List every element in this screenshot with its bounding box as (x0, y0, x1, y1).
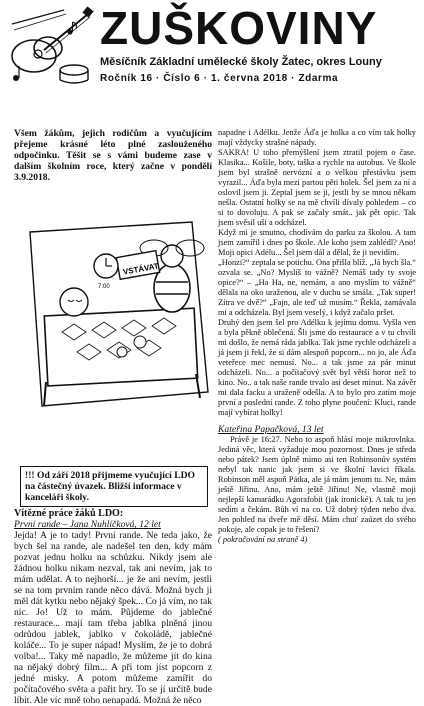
masthead (0, 0, 424, 100)
clock-text: 7:00 (98, 284, 110, 290)
first-work-text: Jejda! A je to tady! První rande. Ne teda jako, že bych šel na rande, ale nadešel ten den, kdy mám pozvat jednu holku na schůzku. Nikdy jsem ale žádnou holku nikam nezval, tak ani nevím, jak to mám udělat. A to nejhorší... je že ani nevím, jestli se na tom prvním rande něco dává. Možná bych ji měl dát kytku nebo nějaký špek... Co já vím, no tak nic. Jo! Už to mám. Půjdeme do jablečné restaurace... mají tam třeba jablka plněná jinou odrůdou jablek, jablko v čokoládě, jablečné koláče... To je super nápad! Myslím, že je to dobrá volba!... Taky mě napadlo, že můžeme jít do kina na nějaký dobrý film... A při tom jíst popcorn z jedné misky. A potom můžeme zamířit do počítačového světa a pařit hry. To se jí určitě bude líbit. Ale víc mně toho nenapadá. Možná že něco (14, 530, 212, 706)
issue-info: Ročník 16 · Číslo 6 · 1. června 2018 · Zdarma (100, 73, 339, 84)
second-work-title: Kateřina Papačková, 13 let (218, 424, 324, 435)
story-continued-text: napadne i Adélku. Jenže Áďa je holka a co vím tak holky mají vždycky strašné nápady. SAKRA! U toho přemýšlení jsem ztratil pojem o čase. Klasika... Košile, boty, taška a rychle na autobus. Ve škole jsem byl strašně nervózní a o velkou přestávku jsem vyrazil... Áďa byla mezi partou pěti holek. Šel jsem za ní a oslovil jsem ji. Zeptal jsem se ji, jestli by se mnou někam nešla. Ostatní holky se na mě chvíli dívaly pohledem – co si to dovoluju. A pak se začaly smát.. jak pět opic. Tak jsem svěsil uši a odcházel. Když mi je smutno, chodívám do parku za školou. A tam jsem zamířil i dnes po škole. Ale koho jsem zahlédl? Ano! Moji opici Adélu... Šel jsem dál a dělal, že ji nevidím. „Honzi?“ zeptala se potichu. Ona přišla blíž. „Já bych šla.“ ozvala se. „No? Myslíš to vážně? Nemáš tady ty svoje opice?“ – „Ha Ha, ne, nemám, a ano myslím to vážně“ dělala na oko uraženou, ale v duchu se smála. „Tak super! Zítra ve dvě?“ „Fajn, ale teď už musím.“ Řekla, zamávala mi a odcházela. Byl jsem veselý, i když začalo pršet. Druhý den jsem šel pro Adélku k jejímu domu. Vyšla ven a byla pěkně oblečená. Šli jsme do restaurace a v tu chvíli mi došlo, že nemá ráda jablka. Tak jsme rychle odcházeli a já jsem ji řekl, že si dám alespoň popcorn... no jo, ale Áďa veteřece mec nemusí. No... a tak jsme za pár minut odcházeli. No... a počítačový svět byl větší horor než to kino. No.. a tak naše rande trvalo asi deset minut. Na závěr mi dala facku a uraženě odešla. A to bylo pro zatím moje první a poslední rande. Z toho plyne poučení: Kluci, rande mají vybírat holky! (218, 128, 416, 417)
sign-text: VSTÁVAT (122, 261, 160, 277)
newsletter-subtitle: Měsíčník Základní umělecké školy Žatec, okres Louny (100, 56, 382, 68)
first-work-title: První rande – Jana Nuhlíčková, 12 let (14, 519, 161, 530)
right-column (218, 128, 416, 545)
job-notice-box: !!! Od září 2018 přijmeme vyučující LDO na částečný úvazek. Bližší informace v kanceláři školy. (20, 466, 208, 507)
second-work-text: Právě je 16:27. Nebo to aspoň hlásí moje mikrovlnka. Jediná věc, která vyžaduje mou pozornost. Dnes je středa nebo pátek? Jsem úplně mimo asi ten Robinsonův systém nebyl tak nanic jak jsem si ve školní lavici říkala. Robinson měl aspoň Pátka, ale já mám jenom tu. Ne, mám ještě Jiřinu. Ano, mám ještě Jiřinu! Ne, vlastně moji nejlepší kamarádku Agorafobii (jak ironické). A tak tu jen sedím a čekám. Bůh ví na co. Už dobrý týden nebo dva. Jen pohled na dveře mě děsí. Mám chuť zaúzet do svého pokoje, ale copak je to řešení? (218, 435, 416, 534)
continued-note: ( pokračování na straně 4) (218, 535, 308, 544)
music-instruments-logo (4, 4, 96, 88)
student-works-section (14, 508, 212, 706)
newsletter-title: ZUŠKOVINY (100, 2, 378, 54)
works-heading: Vítězné práce žáků LDO: (14, 508, 124, 519)
greeting-paragraph: Všem žákům, jejich rodičům a vyučujícím přejeme krásné léto plné zaslouženého odpočinku. Těšit se s vámi budeme zase v dalším školním roce, který začne v pondělí 3.9.2018. (14, 128, 212, 183)
cartoon-illustration (22, 192, 214, 446)
